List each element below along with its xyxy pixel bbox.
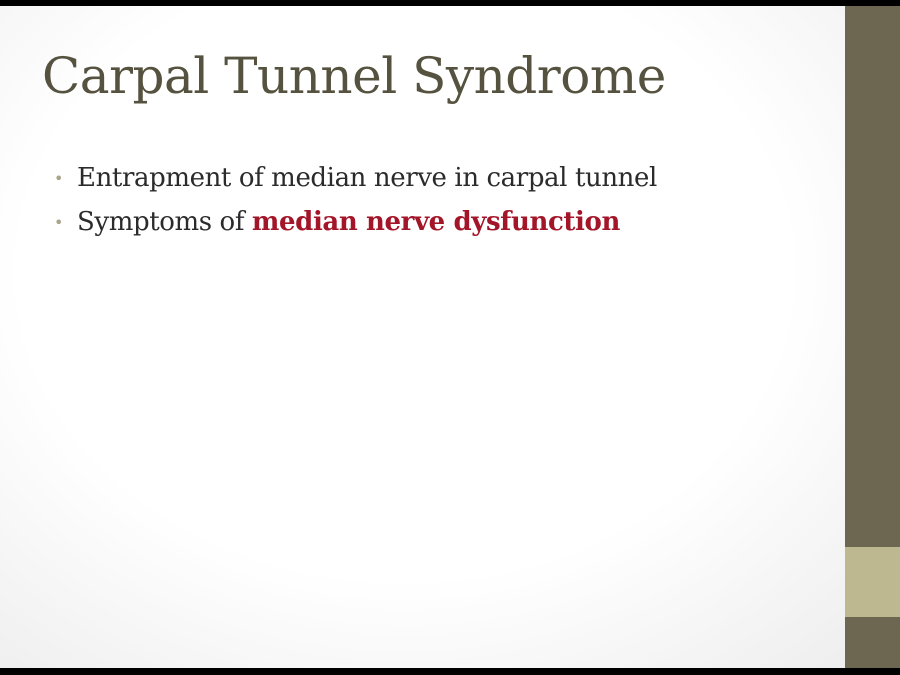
bullet-marker-icon: • [54,169,64,188]
slide [0,6,900,668]
emphasized-text: median nerve dysfunction [251,207,620,237]
bullet-marker-icon: • [54,213,64,232]
side-decoration-accent [845,547,900,617]
bullet-list [54,156,657,244]
bullet-item [54,156,657,200]
bullet-text: Symptoms of [77,207,252,237]
slide-title: Carpal Tunnel Syndrome [42,47,666,105]
bullet-text: Entrapment of median nerve in carpal tunnel [77,163,657,193]
bullet-item [54,200,657,244]
